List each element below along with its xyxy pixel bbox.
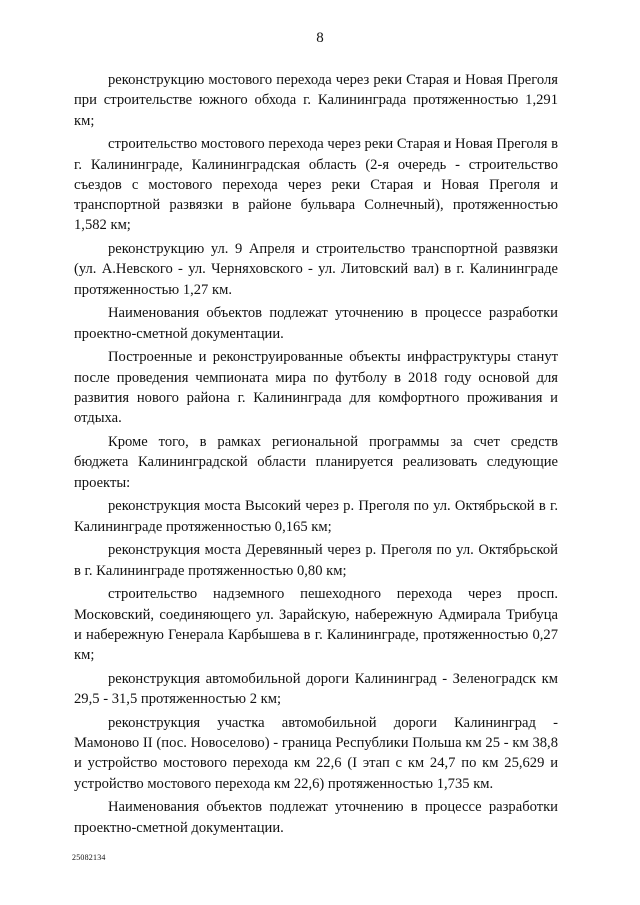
paragraph-bridge-construction-second-stage: строительство мостового перехода через реки Старая и Новая Преголя в г. Калининграде, Калининградская область (2-я очередь - строительство съездов с мостового перехода через реки Старая и Новая Преголя и транспортной развязки в районе бульвара Солнечный), протяженностью 1,582 км; [74, 136, 558, 234]
paragraph-infrastructure-after-championship: Построенные и реконструированные объекты инфраструктуры станут после проведения чемпионата мира по футболу в 2018 году основой для развития нового района г. Калининграда для комфортного проживания и отдыха. [74, 349, 558, 427]
paragraph-names-to-be-clarified: Наименования объектов подлежат уточнению в процессе разработки проектно-сметной документации. [74, 305, 558, 342]
paragraph-9-aprelya-interchange: реконструкцию ул. 9 Апреля и строительство транспортной развязки (ул. А.Невского - ул. Черняховского - ул. Литовский вал) в г. Калининграде протяженностью 1,27 км. [74, 241, 558, 298]
paragraph-bridge-stara-nova-pregolya-south-bypass: реконструкцию мостового перехода через реки Старая и Новая Преголя при строительстве южного обхода г. Калининграда протяженностью 1,291 км; [74, 72, 558, 129]
paragraph-mamonovo-road: реконструкция участка автомобильной дороги Калининград - Мамоново II (пос. Новоселово) - граница Республики Польша км 25 - км 38,8 и устройство мостового перехода км 22,6 (I этап с км 24,7 по км 25,629 и устройство мостового перехода км 22,6) протяженностью 1,735 км. [74, 714, 558, 792]
paragraph-zelenogradsk-road: реконструкция автомобильной дороги Калининград - Зеленоградск км 29,5 - 31,5 протяженностью 2 км; [74, 670, 558, 708]
page-number: 8 [316, 30, 324, 46]
document-body [74, 70, 558, 841]
paragraph-names-to-be-clarified-final: Наименования объектов подлежат уточнению в процессе разработки проектно-сметной документации. [74, 799, 558, 836]
paragraph-derevyannyy-bridge: реконструкция моста Деревянный через р. Преголя по ул. Октябрьской в г. Калининграде протяженностью 0,80 км; [74, 542, 558, 579]
paragraph-pedestrian-crossing: строительство надземного пешеходного перехода через просп. Московский, соединяющего ул. Зарайскую, набережную Адмирала Трибуца и набережную Генерала Карбышева в г. Калининграде, протяженностью 0,27 км; [74, 586, 558, 664]
document-code: 25082134 [72, 853, 106, 862]
paragraph-regional-program-intro: Кроме того, в рамках региональной программы за счет средств бюджета Калининградской области планируется реализовать следующие проекты: [74, 434, 558, 491]
paragraph-vysokiy-bridge: реконструкция моста Высокий через р. Преголя по ул. Октябрьской в г. Калининграде протяженностью 0,165 км; [74, 498, 558, 535]
